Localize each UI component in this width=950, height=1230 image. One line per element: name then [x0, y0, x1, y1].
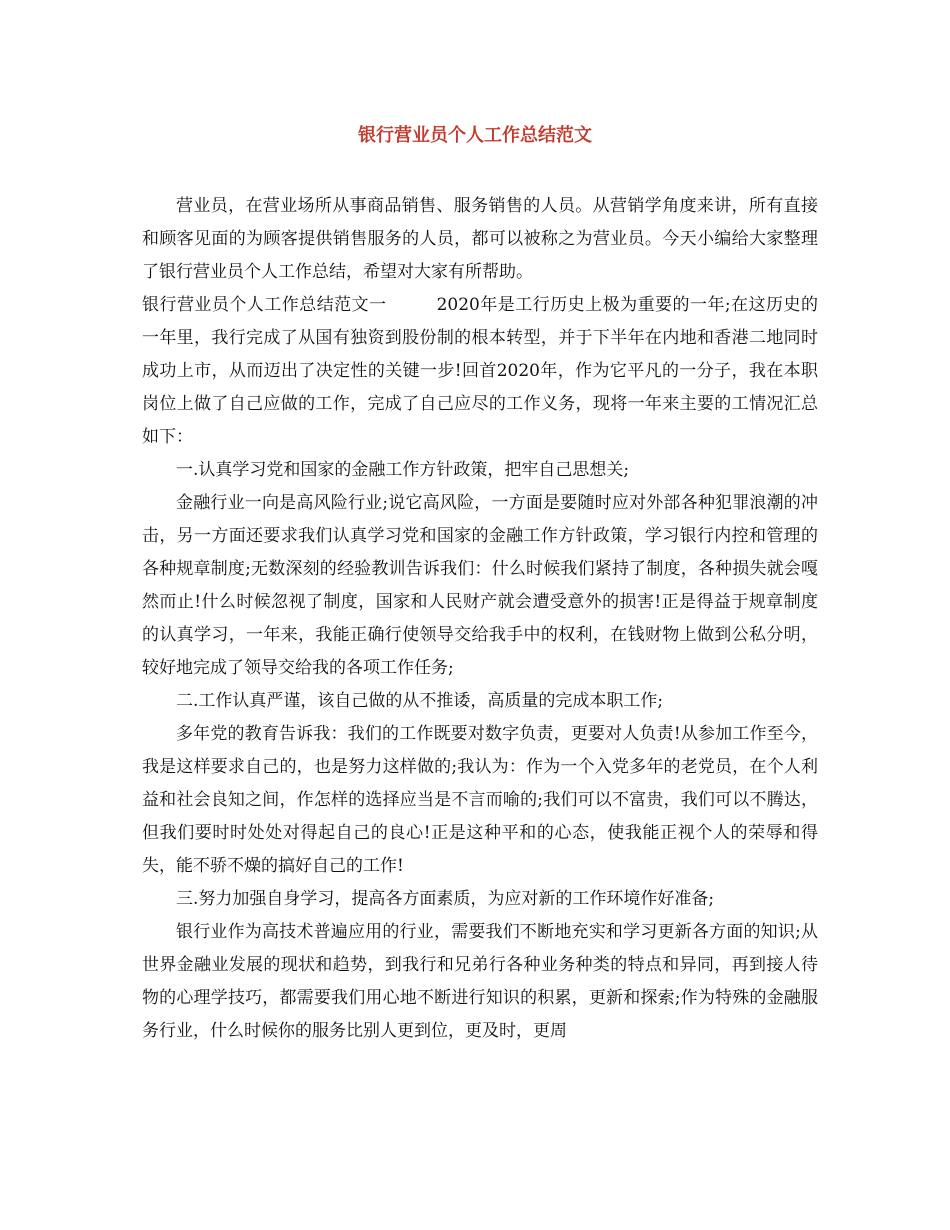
- point-three-heading: 三.努力加强自身学习，提高各方面素质，为应对新的工作环境作好准备;: [176, 889, 715, 909]
- point-three-body: 银行业作为高技术普遍应用的行业，需要我们不断地充实和学习更新各方面的知识;从世界金融业发展的现状和趋势，到我行和兄弟行各种业务种类的特点和异同，再到接人待物的心理学技巧，都需要我们用心地不断进行知识的积累，更新和探索;作为特殊的金融服务行业，什么时候你的服务比别人更到位，更及时，更周: [142, 922, 818, 1041]
- point-one-heading: 一.认真学习党和国家的金融工作方针政策，把牢自己思想关;: [176, 460, 630, 480]
- point-two-body: 多年党的教育告诉我：我们的工作既要对数字负责，更要对人负责!从参加工作至今，我是这样要求自己的，也是努力这样做的;我认为：作为一个入党多年的老党员，在个人利益和社会良知之间，作怎样的选择应当是不言而喻的;我们可以不富贵，我们可以不腾达，但我们要时时处处对得起自己的良心!正是这种平和的心态，使我能正视个人的荣辱和得失，能不骄不燥的搞好自己的工作!: [142, 724, 818, 876]
- document-body: [142, 190, 818, 1048]
- paragraph-section-one-text: 2020年是工行历史上极为重要的一年;在这历史的一年里，我行完成了从国有独资到股份制的根本转型，并于下半年在内地和香港二地同时成功上市，从而迈出了决定性的关键一步!回首2020年，作为它平凡的一分子，我在本职岗位上做了自己应做的工作，完成了自己应尽的工作义务，现将一年来主要的工情况汇总如下：: [142, 295, 818, 447]
- point-two-heading: 二.工作认真严谨，该自己做的从不推诿，高质量的完成本职工作;: [176, 691, 664, 711]
- paragraph-intro: 营业员，在营业场所从事商品销售、服务销售的人员。从营销学角度来讲，所有直接和顾客见面的为顾客提供销售服务的人员，都可以被称之为营业员。今天小编给大家整理了银行营业员个人工作总结，希望对大家有所帮助。: [142, 196, 818, 282]
- document-title: 银行营业员个人工作总结范文: [358, 125, 592, 146]
- point-one-body: 金融行业一向是高风险行业;说它高风险，一方面是要随时应对外部各种犯罪浪潮的冲击，另一方面还要求我们认真学习党和国家的金融工作方针政策，学习银行内控和管理的各种规章制度;无数深刻的经验教训告诉我们：什么时候我们紧持了制度，各种损失就会嘎然而止!什么时候忽视了制度，国家和人民财产就会遭受意外的损害!正是得益于规章制度的认真学习，一年来，我能正确行使领导交给我手中的权利，在钱财物上做到公私分明，较好地完成了领导交给我的各项工作任务;: [142, 493, 818, 678]
- section-heading: 银行营业员个人工作总结范文一: [142, 295, 387, 315]
- paragraph-section-one: [142, 289, 818, 454]
